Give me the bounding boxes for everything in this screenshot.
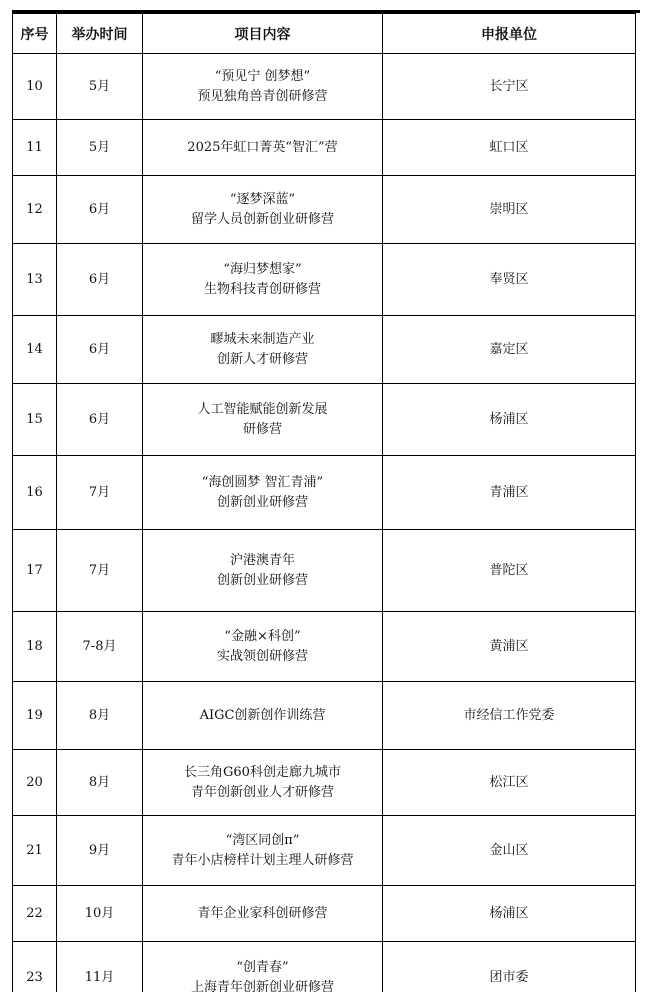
- cell-seq: 22: [13, 886, 57, 942]
- cell-content: [143, 316, 383, 384]
- cell-content: [143, 384, 383, 456]
- cell-unit: 松江区: [383, 750, 636, 816]
- content-line: 长三角G60科创走廊九城市: [184, 764, 341, 780]
- cell-seq: 20: [13, 750, 57, 816]
- cell-unit: 嘉定区: [383, 316, 636, 384]
- content-line: 上海青年创新创业研修营: [190, 979, 334, 992]
- cell-content: [143, 244, 383, 316]
- cell-seq: 10: [13, 54, 57, 120]
- cell-unit: 市经信工作党委: [383, 682, 636, 750]
- content-line: 留学人员创新创业研修营: [190, 211, 334, 227]
- table-row: [13, 120, 636, 176]
- cell-unit: 杨浦区: [383, 384, 636, 456]
- content-line: “海归梦想家”: [223, 261, 302, 277]
- content-line: AIGC创新创作训练营: [199, 707, 326, 723]
- cell-content: [143, 530, 383, 612]
- table-row: [13, 176, 636, 244]
- header-seq: 序号: [13, 14, 57, 54]
- cell-seq: 21: [13, 816, 57, 886]
- content-line: 疁城未来制造产业: [210, 331, 315, 347]
- content-line: “湾区同创π”: [225, 832, 300, 848]
- table-row: [13, 54, 636, 120]
- cell-seq: 14: [13, 316, 57, 384]
- cell-time: 7月: [57, 456, 143, 530]
- cell-seq: 12: [13, 176, 57, 244]
- cell-unit: 团市委: [383, 942, 636, 992]
- content-line: 创新创业研修营: [216, 494, 308, 510]
- cell-content: [143, 176, 383, 244]
- cell-content: [143, 456, 383, 530]
- schedule-table: [12, 13, 636, 992]
- cell-unit: 青浦区: [383, 456, 636, 530]
- cell-seq: 23: [13, 942, 57, 992]
- cell-unit: 普陀区: [383, 530, 636, 612]
- cell-time: 8月: [57, 750, 143, 816]
- header-time: 举办时间: [57, 14, 143, 54]
- table-row: [13, 612, 636, 682]
- cell-content: [143, 120, 383, 176]
- cell-content: [143, 942, 383, 992]
- header-unit: 申报单位: [383, 14, 636, 54]
- cell-content: [143, 682, 383, 750]
- cell-seq: 18: [13, 612, 57, 682]
- table-row: [13, 456, 636, 530]
- cell-seq: 16: [13, 456, 57, 530]
- cell-time: 8月: [57, 682, 143, 750]
- content-line: 青年小店榜样计划主理人研修营: [171, 852, 354, 868]
- table-row: [13, 316, 636, 384]
- cell-time: 7-8月: [57, 612, 143, 682]
- cell-seq: 13: [13, 244, 57, 316]
- cell-time: 11月: [57, 942, 143, 992]
- content-line: “海创圆梦 智汇青浦”: [201, 474, 324, 490]
- cell-seq: 15: [13, 384, 57, 456]
- cell-time: 7月: [57, 530, 143, 612]
- cell-content: [143, 886, 383, 942]
- cell-time: 6月: [57, 316, 143, 384]
- cell-content: [143, 54, 383, 120]
- content-line: 实战领创研修营: [216, 648, 308, 664]
- content-line: 研修营: [242, 421, 282, 437]
- table-row: [13, 750, 636, 816]
- cell-content: [143, 750, 383, 816]
- content-line: 预见独角兽青创研修营: [197, 88, 328, 104]
- cell-content: [143, 612, 383, 682]
- content-line: 创新人才研修营: [216, 351, 308, 367]
- cell-time: 5月: [57, 120, 143, 176]
- cell-seq: 19: [13, 682, 57, 750]
- header-content: 项目内容: [143, 14, 383, 54]
- content-line: 青年创新创业人才研修营: [190, 784, 334, 800]
- content-line: 人工智能赋能创新发展: [197, 401, 328, 417]
- table-row: [13, 244, 636, 316]
- cell-unit: 杨浦区: [383, 886, 636, 942]
- content-line: “金融×科创”: [224, 628, 301, 644]
- cell-content: [143, 816, 383, 886]
- content-line: 创新创业研修营: [216, 572, 308, 588]
- cell-time: 9月: [57, 816, 143, 886]
- content-line: “创青春”: [236, 959, 289, 975]
- content-line: 青年企业家科创研修营: [197, 905, 328, 921]
- cell-time: 6月: [57, 176, 143, 244]
- content-line: 沪港澳青年: [229, 552, 295, 568]
- cell-unit: 长宁区: [383, 54, 636, 120]
- content-line: 生物科技青创研修营: [203, 281, 321, 297]
- content-line: “逐梦深蓝”: [229, 191, 296, 207]
- cell-unit: 虹口区: [383, 120, 636, 176]
- header-row: [13, 14, 636, 54]
- content-line: 2025年虹口菁英“智汇”营: [187, 139, 338, 155]
- cell-time: 5月: [57, 54, 143, 120]
- cell-unit: 崇明区: [383, 176, 636, 244]
- table-row: [13, 886, 636, 942]
- cell-time: 6月: [57, 244, 143, 316]
- table-row: [13, 682, 636, 750]
- cell-unit: 奉贤区: [383, 244, 636, 316]
- cell-unit: 黄浦区: [383, 612, 636, 682]
- cell-unit: 金山区: [383, 816, 636, 886]
- table-row: [13, 384, 636, 456]
- cell-seq: 11: [13, 120, 57, 176]
- content-line: “预见宁 创梦想”: [214, 68, 311, 84]
- cell-seq: 17: [13, 530, 57, 612]
- cell-time: 6月: [57, 384, 143, 456]
- table-row: [13, 816, 636, 886]
- table-body: [13, 54, 636, 992]
- table-row: [13, 530, 636, 612]
- table-row: [13, 942, 636, 992]
- cell-time: 10月: [57, 886, 143, 942]
